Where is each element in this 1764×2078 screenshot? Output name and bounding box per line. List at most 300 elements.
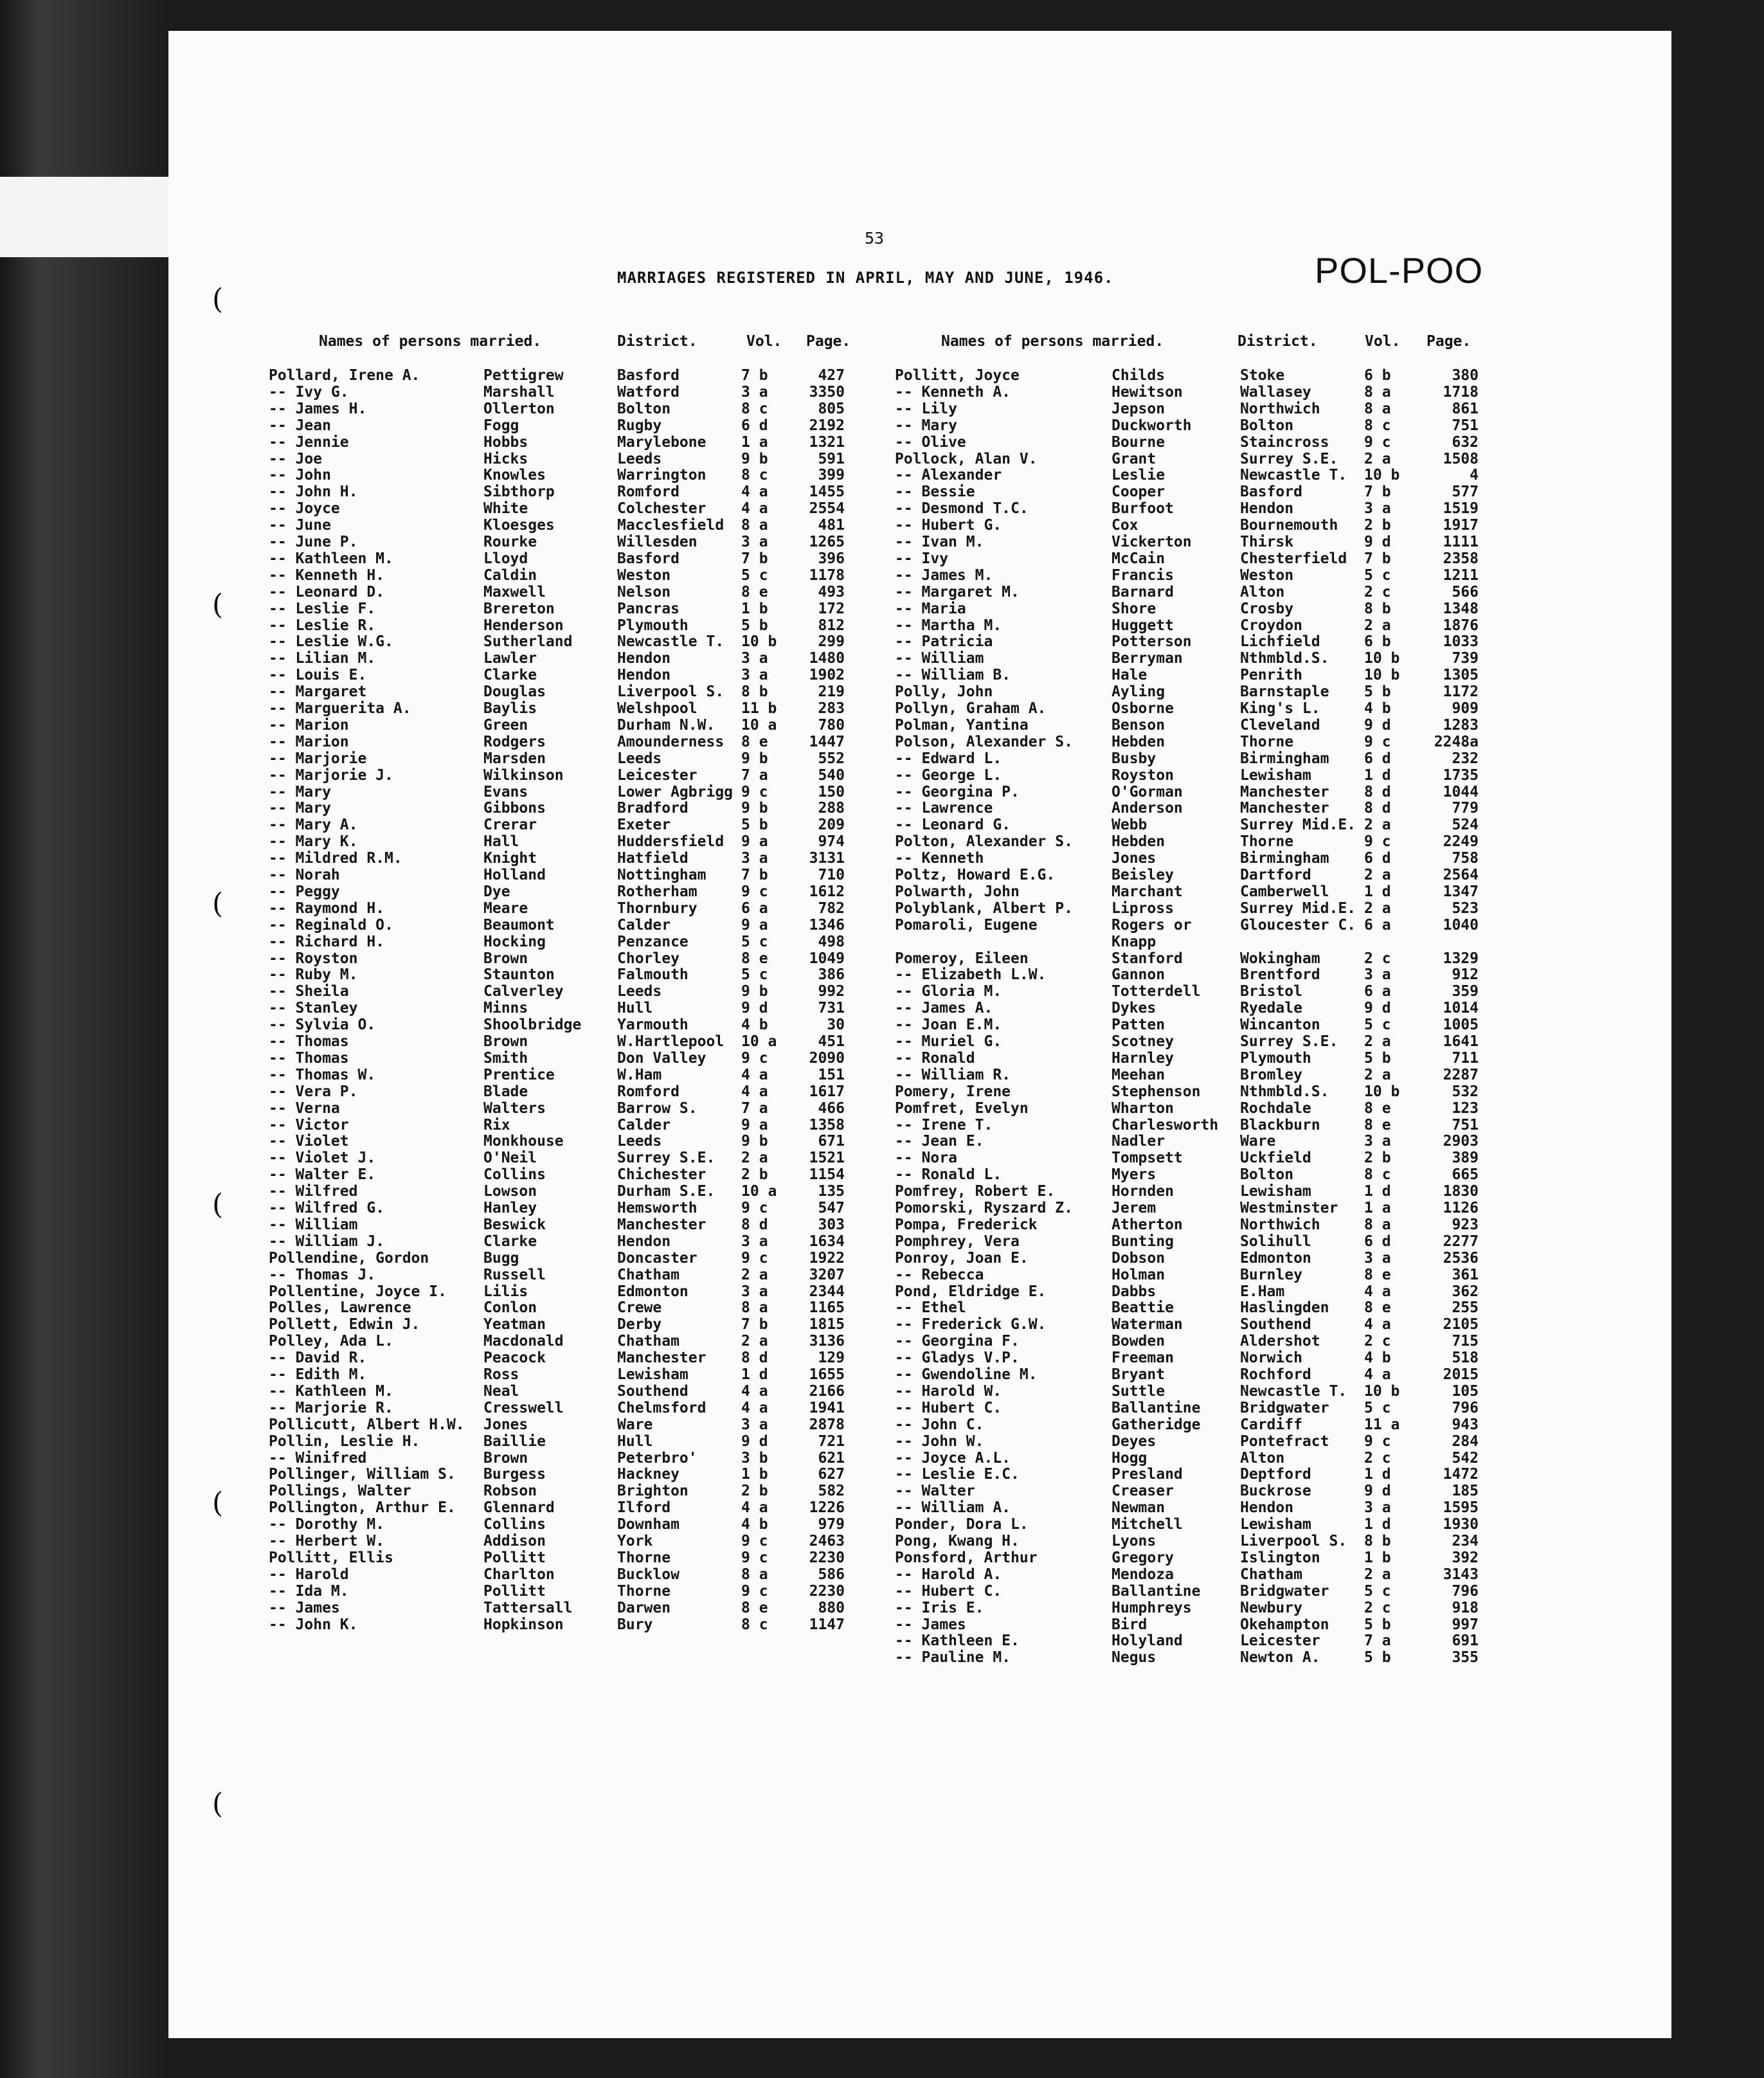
page-ref: 1346 [809,916,845,934]
district: Doncaster [617,1249,698,1267]
volume: 8 e [741,583,768,601]
page-ref: 912 [1452,966,1479,984]
spouse-surname: Hogg [1112,1449,1148,1467]
volume: 9 a [741,916,768,934]
volume: 2 a [741,1150,768,1167]
entry-name: -- Lilian M. [269,650,376,667]
spouse-surname: Macdonald [483,1333,564,1350]
page-ref: 1508 [1443,450,1479,467]
district: Chatham [1240,1566,1302,1583]
volume: 9 c [1364,733,1391,750]
page-ref: 3143 [1443,1566,1479,1583]
volume: 4 a [741,1399,768,1416]
district: Haslingden [1240,1299,1329,1317]
volume: 5 c [1364,1399,1391,1416]
spouse-surname: Charlton [483,1566,555,1583]
volume: 10 a [741,1033,777,1050]
district: Darwen [617,1599,671,1616]
district: Wokingham [1240,950,1320,967]
spouse-surname: Presland [1112,1466,1183,1483]
spouse-surname: Gibbons [483,800,546,817]
spouse-surname: Glennard [483,1499,555,1517]
entry-name: -- Leslie F. [269,600,376,617]
page-ref: 1044 [1443,783,1479,800]
volume: 8 a [741,1299,768,1317]
district: Crewe [617,1299,662,1317]
volume: 4 a [741,1083,768,1100]
district: Ware [617,1416,653,1433]
volume: 7 b [1364,550,1391,567]
spouse-surname: Pollitt [483,1582,546,1600]
page-ref: 1519 [1443,500,1479,518]
spouse-surname: Beswick [483,1216,546,1233]
page-ref: 151 [818,1066,845,1083]
page-ref: 396 [818,550,845,567]
district: Lower Agbrigg [617,783,734,800]
volume: 9 d [741,1000,768,1017]
spouse-surname: Jerem [1112,1200,1156,1216]
spouse-surname: Monkhouse [483,1133,564,1150]
entry-name: -- Ivy G. [269,383,349,401]
spouse-surname: Collins [483,1516,546,1533]
volume: 8 a [1364,400,1391,417]
district: King's L. [1240,700,1320,717]
spouse-surname: White [483,500,528,518]
spouse-surname: Cresswell [483,1399,564,1416]
entry-name: -- Victor [269,1116,349,1134]
page-ref: 812 [818,617,845,634]
volume: 8 b [741,683,768,701]
entry-name: -- David R. [269,1350,367,1367]
spouse-surname: Barnard [1112,583,1174,601]
district: Alton [1240,1449,1285,1467]
page-title: MARRIAGES REGISTERED IN APRIL, MAY AND JUNE, 1946. [617,269,1114,287]
entry-name: -- James M. [895,566,993,584]
district: Uckfield [1240,1150,1311,1167]
entry-name: -- Leonard G. [895,817,1011,834]
entry-name: -- George L. [895,766,1002,784]
volume: 7 a [741,766,768,784]
spouse-surname: O'Neil [483,1150,537,1167]
volume: 2 c [1364,1449,1391,1467]
page-ref: 1005 [1443,1016,1479,1034]
volume: 5 b [741,817,768,834]
spouse-surname: Gatheridge [1112,1416,1201,1433]
volume: 3 a [1364,500,1391,518]
spouse-surname: Crerar [483,817,537,834]
spouse-surname: Marshall [483,383,555,401]
spouse-surname: Tompsett [1112,1150,1183,1167]
volume: 6 b [1364,367,1391,384]
volume: 2 a [1364,1566,1391,1583]
volume: 9 c [741,783,768,800]
volume: 9 c [1364,433,1391,451]
page-ref: 691 [1452,1632,1479,1650]
page-ref: 129 [818,1350,845,1367]
entry-name: Polman, Yantina [895,716,1029,734]
page-ref: 1014 [1443,1000,1479,1017]
spouse-surname: Anderson [1112,800,1183,817]
volume: 1 b [741,600,768,617]
volume: 4 b [741,1016,768,1034]
district: Islington [1240,1549,1320,1566]
page-ref: 1941 [809,1399,845,1416]
volume: 6 b [1364,633,1391,651]
district: W.Ham [617,1066,662,1083]
district: Penrith [1240,667,1302,684]
entry-name: -- William A. [895,1499,1011,1517]
page-ref: 219 [818,683,845,701]
spouse-surname: Francis [1112,566,1174,584]
volume: 8 d [741,1216,768,1233]
volume: 2 a [1364,817,1391,834]
entry-name: -- William [895,650,984,667]
volume: 5 c [1364,1582,1391,1600]
volume: 1 b [741,1466,768,1483]
entry-name: -- Reginald O. [269,916,393,934]
spouse-surname: Bunting [1112,1233,1174,1250]
spouse-surname: Hebden [1112,733,1166,750]
district: Watford [617,383,680,401]
volume: 2 a [1364,899,1391,917]
page-ref: 943 [1452,1416,1479,1433]
entry-name: -- Kathleen M. [269,1382,393,1400]
district: Nottingham [617,867,706,883]
spouse-surname: Dye [483,883,510,900]
volume: 3 a [741,1233,768,1250]
page-ref: 1641 [1443,1033,1479,1050]
spouse-surname: Waterman [1112,1316,1183,1333]
entry-name: -- Lawrence [895,800,993,817]
page-ref: 731 [818,1000,845,1017]
district: Macclesfield [617,517,724,534]
volume: 9 b [741,983,768,1000]
volume: 9 c [741,883,768,900]
volume: 9 d [1364,1000,1391,1017]
spouse-surname: Jepson [1112,400,1166,417]
page-ref: 909 [1452,700,1479,717]
entry-name: -- June P. [269,534,358,550]
entry-name: -- John [269,467,331,484]
district: Okehampton [1240,1616,1329,1633]
volume: 9 d [741,1432,768,1450]
spouse-surname: Rogers or [1112,916,1192,934]
spouse-surname: Childs [1112,367,1166,384]
volume: 8 e [741,1599,768,1616]
spouse-surname: Addison [483,1533,546,1549]
district: Aldershot [1240,1333,1320,1350]
spouse-surname: Jones [1112,850,1156,867]
entry-name: Ponsford, Arthur [895,1549,1038,1566]
district: Alton [1240,583,1285,601]
volume: 9 c [741,1249,768,1267]
page-ref: 591 [818,450,845,467]
district: Pontefract [1240,1432,1329,1450]
volume: 5 b [1364,1649,1391,1667]
district: Southend [617,1382,688,1400]
page-ref: 671 [818,1133,845,1150]
page-ref: 1830 [1443,1183,1479,1200]
entry-name: -- Ronald [895,1049,975,1067]
page-ref: 135 [818,1183,845,1200]
district: Lewisham [1240,1516,1311,1533]
right-header-vol: Vol. [1365,333,1401,350]
entry-name: -- Thomas [269,1033,349,1050]
spouse-surname: Holyland [1112,1632,1183,1650]
spouse-surname: Rix [483,1116,510,1134]
spouse-surname: Russell [483,1266,546,1283]
entry-name: Pomery, Irene [895,1083,1011,1100]
page-ref: 2090 [809,1049,845,1067]
page-ref: 2358 [1443,550,1479,567]
volume: 5 b [1364,1616,1391,1633]
district: Wincanton [1240,1016,1320,1034]
spouse-surname: Conlon [483,1299,537,1317]
district: Lichfield [1240,633,1320,651]
district: Peterbro' [617,1449,698,1467]
spouse-surname: Gannon [1112,966,1166,984]
entry-name: Polyblank, Albert P. [895,899,1073,917]
district: Calder [617,1116,671,1134]
spouse-surname: Knapp [1112,933,1156,950]
volume: 5 b [741,617,768,634]
district: Rochford [1240,1366,1311,1383]
entry-name: -- Walter [895,1483,975,1500]
spouse-surname: Webb [1112,817,1148,834]
district: Hatfield [617,850,688,867]
page-ref: 105 [1452,1382,1479,1400]
spouse-surname: Blade [483,1083,528,1100]
entry-name: Pollin, Leslie H. [269,1432,420,1450]
spouse-surname: Hewitson [1112,383,1183,401]
page-ref: 1455 [809,483,845,501]
page-ref: 918 [1452,1599,1479,1616]
volume: 5 c [741,966,768,984]
volume: 4 b [1364,700,1391,717]
volume: 9 a [741,1116,768,1134]
entry-name: -- Gwendoline M. [895,1366,1038,1383]
page-ref: 2344 [809,1283,845,1300]
page-ref: 1480 [809,650,845,667]
volume: 5 c [741,566,768,584]
district: Cleveland [1240,716,1320,734]
spouse-surname: Fogg [483,417,519,434]
district: Amounderness [617,733,724,750]
page-ref: 923 [1452,1216,1479,1233]
volume: 10 b [1364,1382,1400,1400]
page-ref: 1329 [1443,950,1479,967]
spouse-surname: Myers [1112,1166,1156,1184]
district: Bridgwater [1240,1399,1329,1416]
page-ref: 299 [818,633,845,651]
binder-ring-mark: ( [212,588,224,621]
entry-name: -- Jean E. [895,1133,984,1150]
page-ref: 779 [1452,800,1479,817]
spouse-surname: Newman [1112,1499,1166,1517]
volume: 3 a [1364,966,1391,984]
page-ref: 751 [1452,1116,1479,1134]
spouse-surname: Duckworth [1112,417,1192,434]
spouse-surname: Lyons [1112,1533,1156,1549]
spouse-surname: Prentice [483,1066,555,1083]
volume: 2 a [741,1266,768,1283]
volume: 3 a [1364,1133,1391,1150]
district: Westminster [1240,1200,1338,1216]
district: Falmouth [617,966,688,984]
page-ref: 284 [1452,1432,1479,1450]
district: Dartford [1240,867,1311,883]
spouse-surname: Ballantine [1112,1399,1201,1416]
page-ref: 547 [818,1200,845,1216]
page-ref: 498 [818,933,845,950]
volume: 8 b [1364,1533,1391,1549]
binder-ring-mark: ( [212,887,224,920]
volume: 1 d [741,1366,768,1383]
page-ref: 518 [1452,1350,1479,1367]
entry-name: -- June [269,517,331,534]
district: Weston [617,566,671,584]
volume: 8 c [1364,1166,1391,1184]
volume: 3 a [741,650,768,667]
entry-name: -- Leslie E.C. [895,1466,1020,1483]
entry-name: Pomphrey, Vera [895,1233,1020,1250]
district: Chelmsford [617,1399,706,1416]
page-ref: 3131 [809,850,845,867]
page-ref: 303 [818,1216,845,1233]
volume: 4 b [741,1516,768,1533]
district: Basford [617,367,680,384]
spouse-surname: Hornden [1112,1183,1174,1200]
district: Manchester [617,1216,706,1233]
left-header-names: Names of persons married. [319,333,542,350]
entry-name: -- Joyce A.L. [895,1449,1011,1467]
district: Southend [1240,1316,1311,1333]
district: Marylebone [617,433,706,451]
volume: 9 b [741,750,768,767]
entry-name: -- Marguerita A. [269,700,411,717]
page-ref: 232 [1452,750,1479,767]
entry-name: -- Wilfred [269,1183,358,1200]
page-ref: 361 [1452,1266,1479,1283]
volume: 3 a [1364,1499,1391,1517]
page-ref: 751 [1452,417,1479,434]
district: Newbury [1240,1599,1302,1616]
entry-name: -- Norah [269,867,340,883]
spouse-surname: Hale [1112,667,1148,684]
volume: 4 a [1364,1366,1391,1383]
district: Surrey Mid.E. [1240,899,1356,917]
page-ref: 540 [818,766,845,784]
entry-name: Pollett, Edwin J. [269,1316,420,1333]
spouse-surname: Osborne [1112,700,1174,717]
page-ref: 2192 [809,417,845,434]
volume: 7 b [741,1316,768,1333]
district: Thirsk [1240,534,1294,550]
volume: 9 c [741,1200,768,1216]
spouse-surname: Hocking [483,933,546,950]
spouse-surname: Beisley [1112,867,1174,883]
district: Birmingham [1240,750,1329,767]
volume: 1 d [1364,883,1391,900]
spouse-surname: Peacock [483,1350,546,1367]
page-ref: 2249 [1443,833,1479,851]
entry-name: -- Leslie W.G. [269,633,393,651]
volume: 2 c [1364,1599,1391,1616]
right-header-district: District. [1238,333,1318,350]
district: Solihull [1240,1233,1311,1250]
district: Thorne [617,1582,671,1600]
district: Ilford [617,1499,671,1517]
district: Brighton [617,1483,688,1500]
volume: 8 e [741,950,768,967]
spouse-surname: Humphreys [1112,1599,1192,1616]
spouse-surname: Ayling [1112,683,1166,701]
entry-name: Pollington, Arthur E. [269,1499,456,1517]
volume: 5 b [1364,1049,1391,1067]
entry-name: Pollard, Irene A. [269,367,420,384]
district: Northwich [1240,1216,1320,1233]
spouse-surname: Hopkinson [483,1616,564,1633]
volume: 7 b [741,367,768,384]
page-ref: 1305 [1443,667,1479,684]
district: Lewisham [1240,1183,1311,1200]
district: Nthmbld.S. [1240,650,1329,667]
entry-name: -- Kenneth [895,850,984,867]
page-ref: 1126 [1443,1200,1479,1216]
district: York [617,1533,653,1549]
volume: 8 a [1364,383,1391,401]
page-ref: 1917 [1443,517,1479,534]
volume: 2 b [1364,517,1391,534]
volume: 1 a [1364,1200,1391,1216]
spouse-surname: Negus [1112,1649,1156,1667]
page-ref: 577 [1452,483,1479,501]
page-ref: 3350 [809,383,845,401]
entry-name: -- Desmond T.C. [895,500,1029,518]
district: Stoke [1240,367,1285,384]
page-ref: 665 [1452,1166,1479,1184]
spouse-surname: Meare [483,899,528,917]
volume: 5 b [1364,683,1391,701]
entry-name: -- Harold A. [895,1566,1002,1583]
page-ref: 3136 [809,1333,845,1350]
volume: 6 a [1364,916,1391,934]
entry-name: -- Verna [269,1099,340,1117]
entry-name: -- Thomas J. [269,1266,376,1283]
district: Surrey S.E. [1240,450,1338,467]
spouse-surname: Grant [1112,450,1156,467]
entry-name: Pollentine, Joyce I. [269,1283,447,1300]
spouse-surname: Baillie [483,1432,546,1450]
left-header-vol: Vol. [746,333,782,350]
district: Leicester [1240,1632,1320,1650]
volume: 8 e [1364,1116,1391,1134]
page-ref: 1147 [809,1616,845,1633]
entry-name: Pomorski, Ryszard Z. [895,1200,1073,1216]
entry-name: Polly, John [895,683,993,701]
page-ref: 30 [827,1016,845,1034]
spouse-surname: Ross [483,1366,519,1383]
spouse-surname: Hanley [483,1200,537,1216]
volume: 4 b [1364,1350,1391,1367]
scan-edge-tab [0,177,168,257]
district: Chesterfield [1240,550,1347,567]
spouse-surname: Creaser [1112,1483,1174,1500]
spouse-surname: Sutherland [483,633,573,651]
district: Romford [617,483,680,501]
volume: 8 d [1364,800,1391,817]
entry-name: -- Leonard D. [269,583,385,601]
